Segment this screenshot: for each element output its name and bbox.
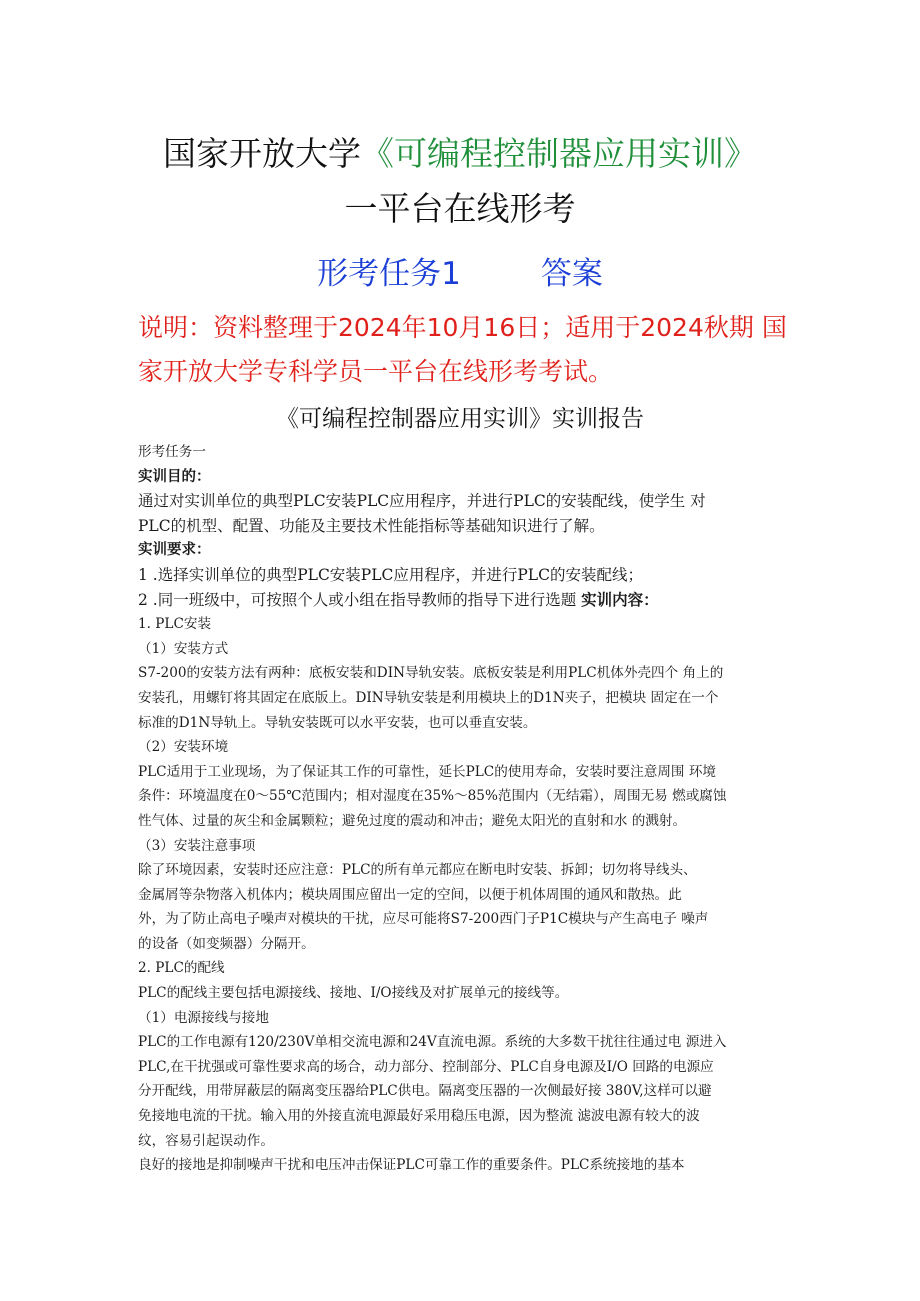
paragraph-line: PLC的工作电源有120/230V单相交流电源和24V直流电源。系统的大多数干扰往往通过电 源进入 bbox=[138, 1034, 727, 1051]
document-title-line-2: 一平台在线形考 bbox=[344, 189, 576, 228]
paragraph-line: 条件：环境温度在0～55℃范围内；相对湿度在35%～85%范围内（无结霜），周围无易 燃或腐蚀 bbox=[138, 788, 727, 805]
task-label: 形考任务1 bbox=[317, 256, 461, 292]
paragraph-line: 标准的D1N导轨上。导轨安装既可以水平安装，也可以垂直安装。 bbox=[138, 714, 537, 731]
note-line-1: 说明：资料整理于2024年10月16日；适用于2024秋期 国 bbox=[138, 313, 787, 342]
title-prefix: 国家开放大学 bbox=[163, 134, 361, 173]
goal-text-line: 通过对实训单位的典型PLC安装PLC应用程序，并进行PLC的安装配线，使学生 对 bbox=[138, 492, 706, 511]
requirements-heading: 实训要求： bbox=[138, 542, 211, 559]
goal-heading: 实训目的： bbox=[138, 468, 211, 485]
subsection-heading: （1）电源接线与接地 bbox=[138, 1009, 269, 1026]
paragraph-line: 金属屑等杂物落入机体内；模块周围应留出一定的空间，以便于机体周围的通风和散热。此 bbox=[138, 886, 682, 903]
paragraph-line: S7-200的安装方法有两种：底板安装和DIN导轨安装。底板安装是利用PLC机体外壳四个 角上的 bbox=[138, 665, 724, 682]
paragraph-line: 外，为了防止高电子噪声对模块的干扰，应尽可能将S7-200西门子P1C模块与产生高电子 噪声 bbox=[138, 911, 709, 928]
document-title-line-1 bbox=[0, 128, 920, 175]
paragraph-line: 的设备（如变频器）分隔开。 bbox=[138, 935, 315, 952]
paragraph-line: 安装孔，用螺钉将其固定在底版上。DIN导轨安装是利用模块上的D1N夹子，把模块 固定在一个 bbox=[138, 689, 719, 706]
section-heading: 2. PLC的配线 bbox=[138, 960, 225, 977]
paragraph-line: 除了环境因素，安装时还应注意：PLC的所有单元都应在断电时安装、拆卸；切勿将导线头、 bbox=[138, 862, 697, 879]
title-course-name: 《可编程控制器应用实训》 bbox=[361, 134, 757, 173]
paragraph-line: 性气体、过量的灰尘和金属颗粒；避免过度的震动和冲击；避免太阳光的直射和水 的溅射。 bbox=[138, 812, 687, 829]
requirement-item: 1 .选择实训单位的典型PLC安装PLC应用程序，并进行PLC的安装配线； bbox=[138, 565, 643, 584]
task-one-label: 形考任务一 bbox=[138, 444, 206, 460]
paragraph-line: 良好的接地是抑制噪声干扰和电压冲击保证PLC可靠工作的重要条件。PLC系统接地的基本 bbox=[138, 1157, 685, 1174]
paragraph-line: PLC,在干扰强或可靠性要求高的场合，动力部分、控制部分、PLC自身电源及I/O 回路的电源应 bbox=[138, 1058, 714, 1075]
content-heading: 实训内容： bbox=[581, 590, 659, 609]
paragraph-line: PLC适用于工业现场，为了保证其工作的可靠性，延长PLC的使用寿命，安装时要注意周围 环境 bbox=[138, 763, 717, 780]
subsection-heading: （1）安装方式 bbox=[138, 640, 229, 657]
report-title: 《可编程控制器应用实训》实训报告 bbox=[276, 406, 644, 432]
section-heading: 1. PLC安装 bbox=[138, 616, 212, 633]
paragraph-line: 纹，容易引起误动作。 bbox=[138, 1132, 274, 1149]
answer-label: 答案 bbox=[540, 256, 603, 292]
subsection-heading: （3）安装注意事项 bbox=[138, 837, 256, 854]
subsection-heading: （2）安装环境 bbox=[138, 739, 229, 756]
report-body bbox=[138, 440, 788, 1178]
paragraph-line: 分开配线，用带屏蔽层的隔离变压器给PLC供电。隔离变压器的一次侧最好接 380V,这样可以避 bbox=[138, 1083, 712, 1100]
requirement-item: 2 .同一班级中，可按照个人或小组在指导教师的指导下进行选题 实训内容： bbox=[138, 590, 659, 609]
paragraph-line: 免接地电流的干扰。输入用的外接直流电源最好采用稳压电源，因为整流 滤波电源有较大的波 bbox=[138, 1108, 700, 1125]
note-line-2: 家开放大学专科学员一平台在线形考考试。 bbox=[138, 357, 614, 386]
paragraph-line: PLC的配线主要包括电源接线、接地、I/O接线及对扩展单元的接线等。 bbox=[138, 985, 569, 1002]
task-heading bbox=[0, 248, 920, 293]
goal-text-line: PLC的机型、配置、功能及主要技术性能指标等基础知识进行了解。 bbox=[138, 516, 605, 535]
